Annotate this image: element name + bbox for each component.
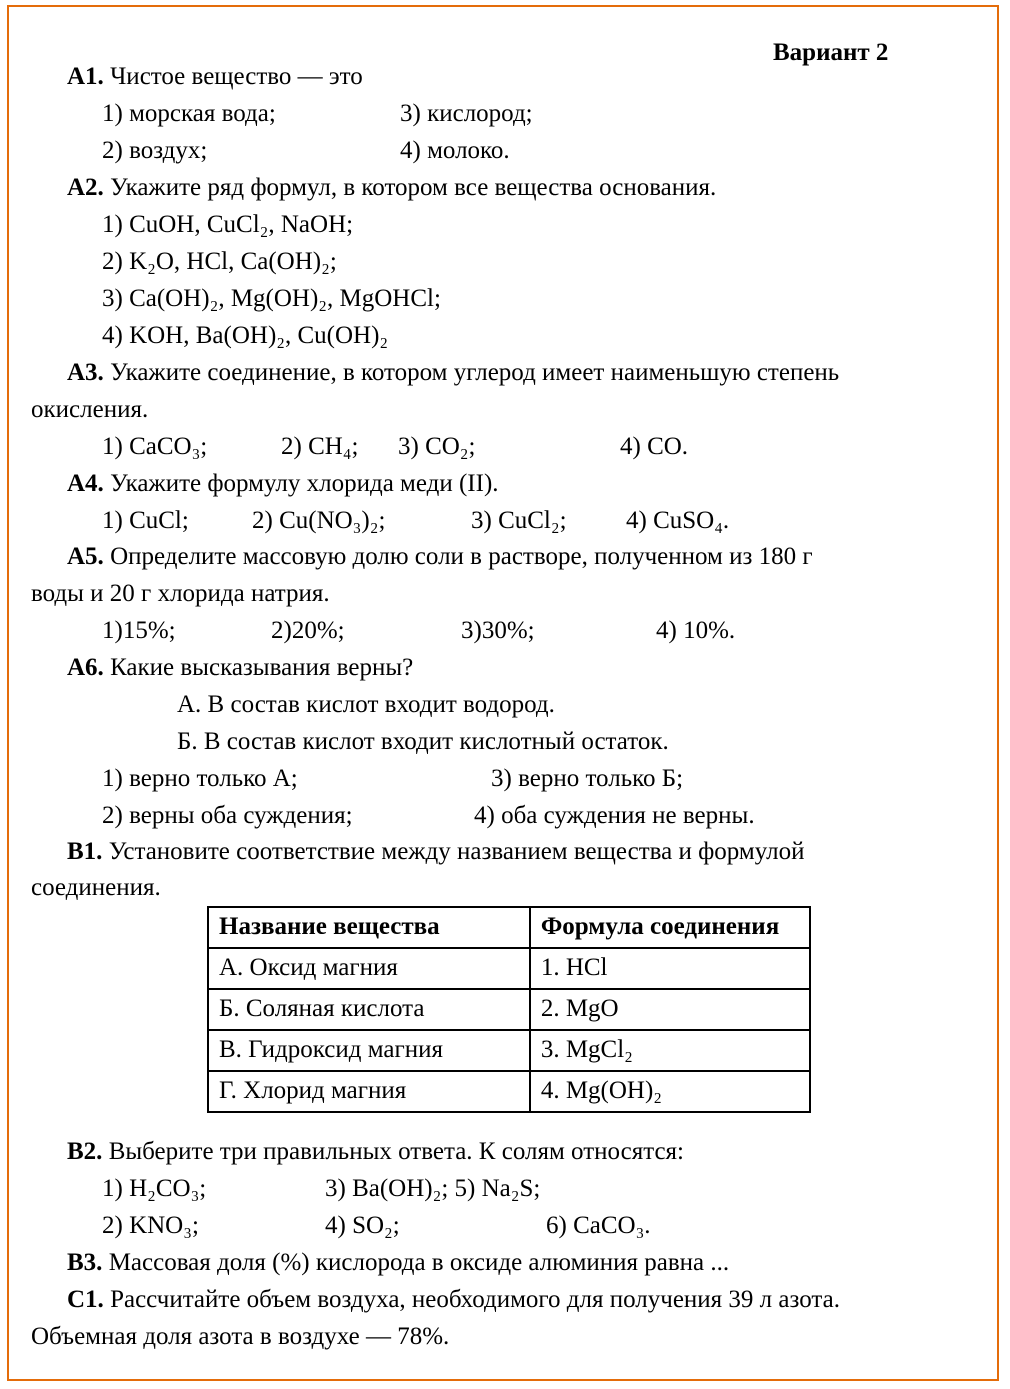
option-b2-1: 1) H₂CO₃; [102,1175,207,1202]
question-text: Чистое вещество — это [103,63,363,90]
question-text: Рассчитайте объем воздуха, необходимого для получения 39 л азота. [103,1286,840,1313]
table-row [208,1030,810,1071]
question-c1 [67,1285,840,1315]
question-label: В2. [67,1138,103,1165]
question-c1-cont: Объемная доля азота в воздухе — 78%. [31,1323,450,1350]
option-b2-3-text: 3) Ba(OH)₂; [325,1175,449,1202]
question-b2 [67,1137,684,1167]
question-label: В3. [67,1249,103,1276]
question-text: Установите соответствие между названием вещества и формулой [102,838,805,865]
question-text: Укажите соединение, в котором углерод имеет наименьшую степень [103,359,840,386]
option-b2-2: 2) KNO₃; [102,1212,199,1239]
header-formula: Формула соединения [530,907,810,948]
question-label: А3. [67,359,104,386]
option-a2-2: 2) K₂O, HCl, Ca(OH)₂; [102,248,337,275]
question-text: Определите массовую долю соли в растворе, полученном из 180 г [103,543,813,570]
question-text: Выберите три правильных ответа. К солям относятся: [102,1138,684,1165]
question-b3 [67,1248,729,1278]
option-a3-3: 3) CO₂; [398,433,476,460]
option-a3-1: 1) CaCO₃; [102,433,208,460]
question-a5-cont: воды и 20 г хлорида натрия. [31,580,330,607]
table-cell: Б. Соляная кислота [208,989,530,1030]
option-a6-1: 1) верно только А; [102,765,298,792]
question-text: Какие высказывания верны? [103,654,414,681]
option-a4-4: 4) CuSO₄. [626,507,730,534]
question-b1 [67,837,804,867]
matching-table [207,906,811,1113]
option-a4-3: 3) CuCl₂; [471,507,567,534]
table-cell: 3. MgCl₂ [530,1030,810,1071]
option-a6-2: 2) верны оба суждения; [102,802,353,829]
question-label: С1. [67,1286,104,1313]
option-a5-3: 3)30%; [461,617,535,644]
table-cell: Г. Хлорид магния [208,1071,530,1112]
question-a3-cont: окисления. [31,396,149,423]
option-a1-2: 2) воздух; [102,137,208,164]
question-label: А2. [67,174,104,201]
option-b2-5: 5) Na₂S; [448,1175,541,1202]
question-a5 [67,542,813,572]
question-label: А1. [67,63,104,90]
option-a5-1: 1)15%; [102,617,176,644]
statement-b: Б. В состав кислот входит кислотный остаток. [177,728,669,755]
option-a2-3: 3) Ca(OH)₂, Mg(OH)₂, MgOHCl; [102,285,441,312]
option-a5-4: 4) 10%. [656,617,736,644]
question-label: А5. [67,543,104,570]
option-a1-1: 1) морская вода; [102,100,276,127]
table-cell: 1. HCl [530,948,810,989]
option-a5-2: 2)20%; [271,617,345,644]
table-cell: А. Оксид магния [208,948,530,989]
question-text: Укажите формулу хлорида меди (II). [103,470,499,497]
table-row [208,1071,810,1112]
table-row [208,948,810,989]
question-text: Укажите ряд формул, в котором все вещества основания. [103,174,717,201]
option-a4-1: 1) CuCl; [102,507,189,534]
option-a3-2: 2) CH₄; [281,433,359,460]
option-b2-3 [325,1174,540,1204]
question-text: Массовая доля (%) кислорода в оксиде алюминия равна ... [102,1249,730,1276]
question-label: А4. [67,470,104,497]
question-a2 [67,173,716,203]
question-a3 [67,358,839,388]
table-header-row [208,907,810,948]
variant-title: Вариант 2 [773,39,889,66]
table-cell: 4. Mg(OH)₂ [530,1071,810,1112]
statement-a: А. В состав кислот входит водород. [177,691,555,718]
table-row [208,989,810,1030]
header-substance-name: Название вещества [208,907,530,948]
question-a1 [67,62,363,92]
question-b1-cont: соединения. [31,874,161,901]
option-a4-2: 2) Cu(NO₃)₂; [252,507,386,534]
table-cell: В. Гидроксид магния [208,1030,530,1071]
question-a4 [67,469,499,499]
option-a2-4: 4) KOH, Ba(OH)₂, Cu(OH)₂ [102,322,389,349]
option-a1-3: 3) кислород; [400,100,533,127]
option-a6-3: 3) верно только Б; [491,765,684,792]
table-cell: 2. MgO [530,989,810,1030]
option-a1-4: 4) молоко. [400,137,510,164]
question-label: В1. [67,838,103,865]
option-a2-1: 1) CuOH, CuCl₂, NaOH; [102,211,354,238]
option-a3-4: 4) CO. [620,433,689,460]
question-label: А6. [67,654,104,681]
option-b2-4: 4) SO₂; [325,1212,400,1239]
option-b2-6: 6) CaCO₃. [546,1212,651,1239]
question-a6 [67,653,413,683]
option-a6-4: 4) оба суждения не верны. [474,802,755,829]
